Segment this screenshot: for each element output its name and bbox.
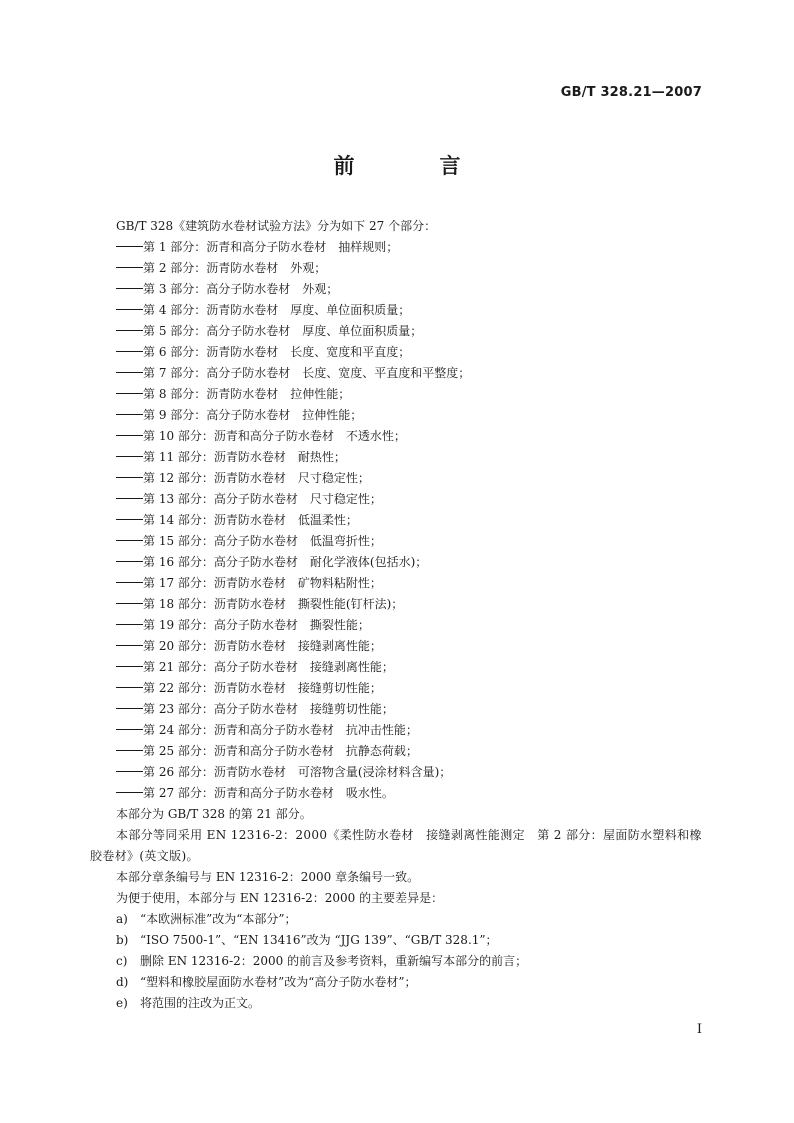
- standard-code: GB/T 328.21—2007: [560, 85, 702, 100]
- part-list-item: [90, 552, 708, 573]
- part-list-item-text: 第 5 部分：高分子防水卷材 厚度、单位面积质量；: [143, 324, 423, 338]
- em-dash-mark: [116, 687, 143, 688]
- em-dash-mark: [116, 372, 143, 373]
- em-dash-mark: [116, 729, 143, 730]
- part-list-item: [90, 384, 708, 405]
- em-dash-mark: [116, 582, 143, 583]
- part-list-item: [90, 741, 708, 762]
- em-dash-mark: [116, 330, 143, 331]
- part-list-item: [90, 300, 708, 321]
- part-list-item-text: 第 22 部分：沥青防水卷材 接缝剪切性能；: [143, 681, 382, 695]
- em-dash-mark: [116, 267, 143, 268]
- part-list-item: [90, 447, 708, 468]
- em-dash-mark: [116, 498, 143, 499]
- part-list-item: [90, 594, 708, 615]
- part-list-item: [90, 468, 708, 489]
- em-dash-mark: [116, 792, 143, 793]
- clause-numbering-paragraph: 本部分章条编号与 EN 12316-2：2000 章条编号一致。: [116, 870, 420, 884]
- part-list-item-text: 第 12 部分：沥青防水卷材 尺寸稳定性；: [143, 471, 370, 485]
- differences-intro-paragraph: 为便于使用，本部分与 EN 12316-2：2000 的主要差异是：: [116, 891, 444, 905]
- part-list-item: [90, 699, 708, 720]
- part-list-item-text: 第 18 部分：沥青防水卷材 撕裂性能(钉杆法)；: [143, 597, 404, 611]
- intro-paragraph: GB/T 328《建筑防水卷材试验方法》分为如下 27 个部分：: [116, 219, 437, 233]
- part-list-item: [90, 678, 708, 699]
- part-list-item-text: 第 24 部分：沥青和高分子防水卷材 抗冲击性能；: [143, 723, 418, 737]
- em-dash-mark: [116, 561, 143, 562]
- part-list-item-text: 第 10 部分：沥青和高分子防水卷材 不透水性；: [143, 429, 406, 443]
- part-list-item: [90, 237, 708, 258]
- part-list-item-text: 第 14 部分：沥青防水卷材 低温柔性；: [143, 513, 358, 527]
- part-list-item: [90, 510, 708, 531]
- part-list-item-text: 第 15 部分：高分子防水卷材 低温弯折性；: [143, 534, 382, 548]
- equivalence-paragraph: 本部分等同采用 EN 12316-2：2000《柔性防水卷材 接缝剥离性能测定 第 2 部分：屋面防水塑料和橡胶卷材》(英文版)。: [90, 828, 702, 863]
- parts-list: [90, 237, 708, 804]
- difference-item-letter: c): [116, 954, 128, 968]
- part-list-item-text: 第 17 部分：沥青防水卷材 矿物料粘附性；: [143, 576, 382, 590]
- part-list-item: [90, 489, 708, 510]
- page-number: I: [696, 1022, 702, 1037]
- part-list-item-text: 第 26 部分：沥青防水卷材 可溶物含量(浸涂材料含量)；: [143, 765, 452, 779]
- part-list-item: [90, 405, 708, 426]
- part-list-item-text: 第 8 部分：沥青防水卷材 拉伸性能；: [143, 387, 351, 401]
- part-list-item-text: 第 4 部分：沥青防水卷材 厚度、单位面积质量；: [143, 303, 411, 317]
- em-dash-mark: [116, 288, 143, 289]
- part-list-item-text: 第 6 部分：沥青防水卷材 长度、宽度和平直度；: [143, 345, 411, 359]
- part-list-item: [90, 636, 708, 657]
- part-number-paragraph: 本部分为 GB/T 328 的第 21 部分。: [116, 807, 312, 821]
- part-list-item-text: 第 1 部分：沥青和高分子防水卷材 抽样规则；: [143, 240, 399, 254]
- part-list-item-text: 第 19 部分：高分子防水卷材 撕裂性能；: [143, 618, 370, 632]
- difference-item: [90, 909, 708, 930]
- difference-item-text: 删除 EN 12316-2：2000 的前言及参考资料，重新编写本部分的前言；: [140, 954, 528, 968]
- em-dash-mark: [116, 414, 143, 415]
- difference-item-text: “ISO 7500-1”、“EN 13416”改为 “JJG 139”、“GB/T 328.1”；: [140, 933, 498, 947]
- foreword-body: [90, 216, 708, 1014]
- em-dash-mark: [116, 771, 143, 772]
- em-dash-mark: [116, 309, 143, 310]
- em-dash-mark: [116, 645, 143, 646]
- part-list-item: [90, 279, 708, 300]
- em-dash-mark: [116, 477, 143, 478]
- part-list-item: [90, 615, 708, 636]
- part-list-item-text: 第 23 部分：高分子防水卷材 接缝剪切性能；: [143, 702, 394, 716]
- part-list-item: [90, 258, 708, 279]
- difference-item-text: “本欧洲标准”改为“本部分”；: [140, 912, 297, 926]
- em-dash-mark: [116, 708, 143, 709]
- em-dash-mark: [116, 456, 143, 457]
- part-list-item-text: 第 13 部分：高分子防水卷材 尺寸稳定性；: [143, 492, 382, 506]
- part-list-item: [90, 426, 708, 447]
- difference-item: [90, 993, 708, 1014]
- em-dash-mark: [116, 351, 143, 352]
- em-dash-mark: [116, 393, 143, 394]
- difference-item-letter: e): [116, 996, 128, 1010]
- em-dash-mark: [116, 666, 143, 667]
- part-list-item-text: 第 11 部分：沥青防水卷材 耐热性；: [143, 450, 346, 464]
- part-list-item-text: 第 20 部分：沥青防水卷材 接缝剥离性能；: [143, 639, 382, 653]
- difference-item-letter: b): [116, 933, 129, 947]
- part-list-item-text: 第 3 部分：高分子防水卷材 外观；: [143, 282, 339, 296]
- part-list-item: [90, 783, 708, 804]
- part-list-item-text: 第 7 部分：高分子防水卷材 长度、宽度、平直度和平整度；: [143, 366, 471, 380]
- em-dash-mark: [116, 624, 143, 625]
- em-dash-mark: [116, 603, 143, 604]
- part-list-item: [90, 363, 708, 384]
- difference-item: [90, 951, 708, 972]
- difference-item-text: “塑料和橡胶屋面防水卷材”改为“高分子防水卷材”；: [140, 975, 417, 989]
- part-list-item: [90, 657, 708, 678]
- part-list-item: [90, 720, 708, 741]
- part-list-item-text: 第 2 部分：沥青防水卷材 外观；: [143, 261, 327, 275]
- difference-item-text: 将范围的注改为正文。: [140, 996, 261, 1010]
- difference-item: [90, 972, 708, 993]
- part-list-item: [90, 531, 708, 552]
- part-list-item: [90, 573, 708, 594]
- part-list-item-text: 第 21 部分：高分子防水卷材 接缝剥离性能；: [143, 660, 394, 674]
- page-title: 前 言: [333, 154, 493, 178]
- part-list-item: [90, 321, 708, 342]
- em-dash-mark: [116, 519, 143, 520]
- em-dash-mark: [116, 540, 143, 541]
- difference-item-letter: a): [116, 912, 128, 926]
- part-list-item-text: 第 16 部分：高分子防水卷材 耐化学液体(包括水)；: [143, 555, 428, 569]
- part-list-item: [90, 762, 708, 783]
- part-list-item-text: 第 25 部分：沥青和高分子防水卷材 抗静态荷载；: [143, 744, 418, 758]
- part-list-item-text: 第 27 部分：沥青和高分子防水卷材 吸水性。: [143, 786, 394, 800]
- em-dash-mark: [116, 435, 143, 436]
- difference-item: [90, 930, 708, 951]
- em-dash-mark: [116, 750, 143, 751]
- part-list-item-text: 第 9 部分：高分子防水卷材 拉伸性能；: [143, 408, 363, 422]
- em-dash-mark: [116, 246, 143, 247]
- differences-list: [90, 909, 708, 1014]
- part-list-item: [90, 342, 708, 363]
- difference-item-letter: d): [116, 975, 129, 989]
